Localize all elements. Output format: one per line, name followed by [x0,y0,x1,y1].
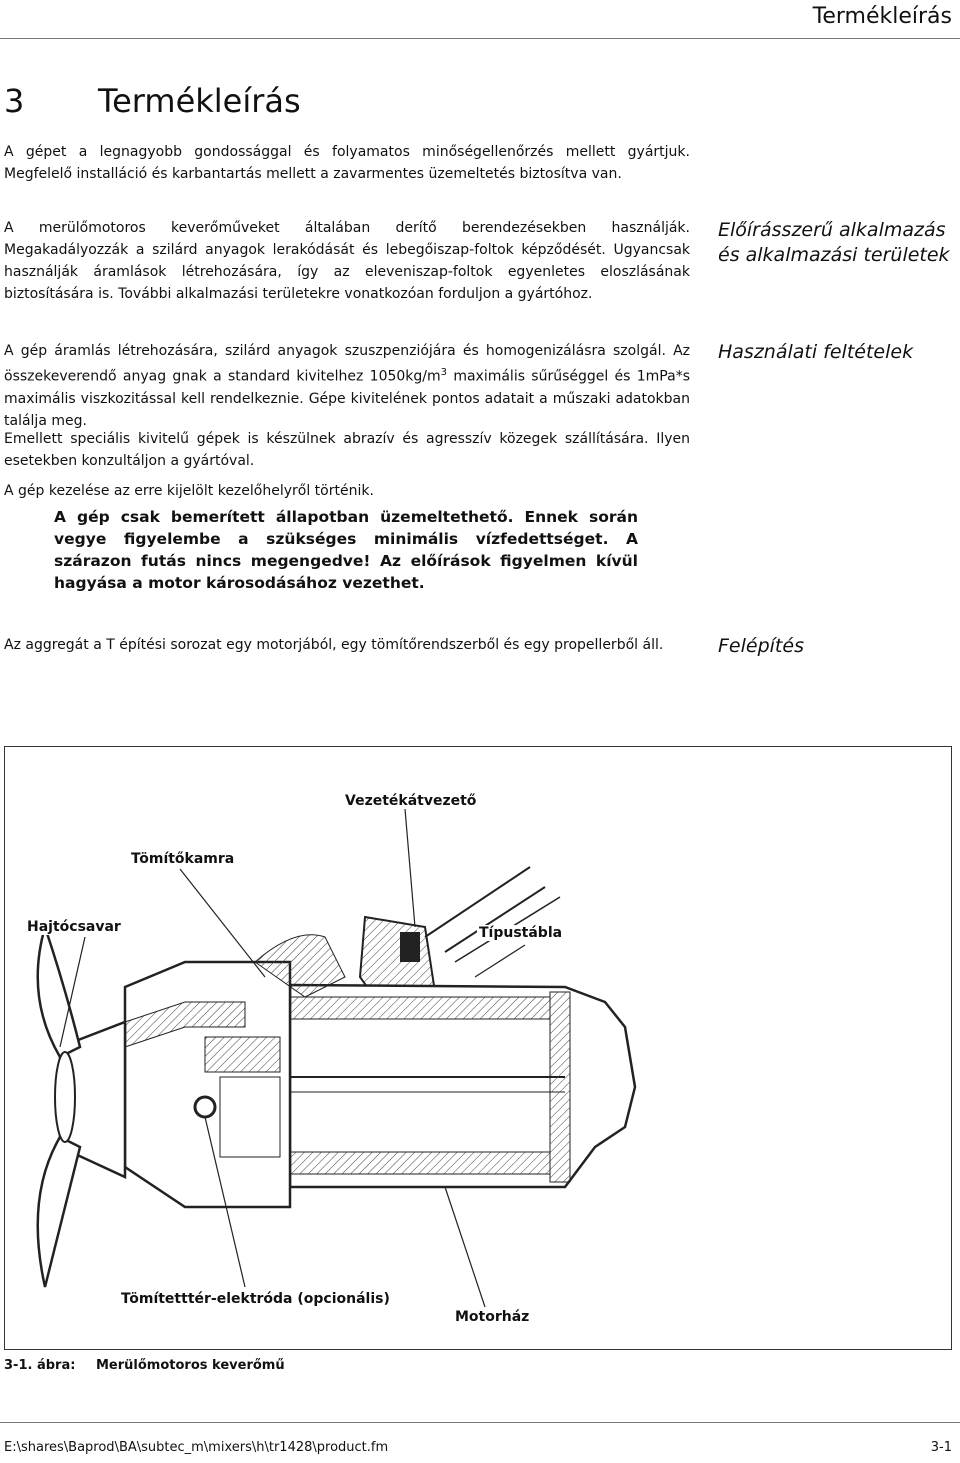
label-cable-guide: Vezetékátvezető [345,793,477,809]
footer-page-number: 3-1 [930,1440,952,1455]
intro-paragraph: A gépet a legnagyobb gondossággal és folyamatos minőségellenőrzés mellett gyártjuk. Megfelelő installáció és karbantartás mellett a zavarmentes üzemeltetés biztosítva van. [4,144,690,182]
conditions-paragraph-2: Emellett speciális kivitelű gépek is készülnek abrazív és agresszív közegek szállítására. Ilyen esetekben konzultáljon a gyártóval. [4,431,690,469]
footer-file-path: E:\shares\Baprod\BA\subtec_m\mixers\h\tr1428\product.fm [4,1440,389,1455]
label-electrode: Tömítetttér-elektróda (opcionális) [121,1291,390,1307]
running-header: Termékleírás [812,4,952,29]
label-propeller: Hajtócsavar [27,919,121,935]
motor-housing-drawing [290,985,635,1187]
warning-note: A gép csak bemerített állapotban üzemeltethető. Ennek során vegye figyelembe a szükséges minimális vízfedettséget. A szárazon futás nincs megengedve! Az előírások figyelmen kívül hagyása a motor károsodásához vezethet. [54,508,638,592]
propeller-drawing [38,927,125,1287]
conditions-paragraph-1: A gép áramlás létrehozására, szilárd anyagok szuszpenziójára és homogenizálásra szolgál. Az összekeverendő anyag gnak a standard kivitelhez $1050kg/m^3$ maximális sűrűséggel és 1mPa*s maximális viszkozitással kell rendelkeznie. Gépe kivitelének pontos adatait a műszaki adatokban találja meg. [4,343,690,429]
figure-caption-number: 3-1. ábra: [4,1358,76,1373]
conditions-paragraph-3: A gép kezelése az erre kijelölt kezelőhelyről történik. [4,483,374,499]
structure-side-heading: Felépítés [718,635,804,657]
chapter-number: 3 [4,82,25,120]
usage-paragraph: A merülőmotoros keverőműveket általában derítő berendezésekben használják. Megakadályozzák a szilárd anyagok lerakódását és lebegőiszap-foltok képződését. Ugyancsak használják áramlások létrehozására, így az eleveniszap-foltok egyenletes eloszlásának biztosítására is. További alkalmazási területekre vonatkozóan forduljon a gyártóhoz. [4,220,690,302]
chapter-title: Termékleírás [98,82,301,120]
structure-paragraph: Az aggregát a T építési sorozat egy motorjából, egy tömítőrendszerből és egy propellerből áll. [4,637,664,653]
header-divider [0,38,960,39]
label-nameplate: Típustábla [479,925,563,941]
mixer-cross-section-drawing [5,747,951,1349]
footer-divider [0,1422,960,1423]
label-motor-housing: Motorház [455,1309,530,1325]
figure-frame [4,746,952,1350]
figure-caption-text: Merülőmotoros keverőmű [96,1358,285,1373]
conditions-side-heading: Használati feltételek [718,341,914,363]
label-seal-chamber: Tömítőkamra [131,851,235,867]
usage-side-heading: Előírásszerű alkalmazás és alkalmazási területek [718,219,950,266]
